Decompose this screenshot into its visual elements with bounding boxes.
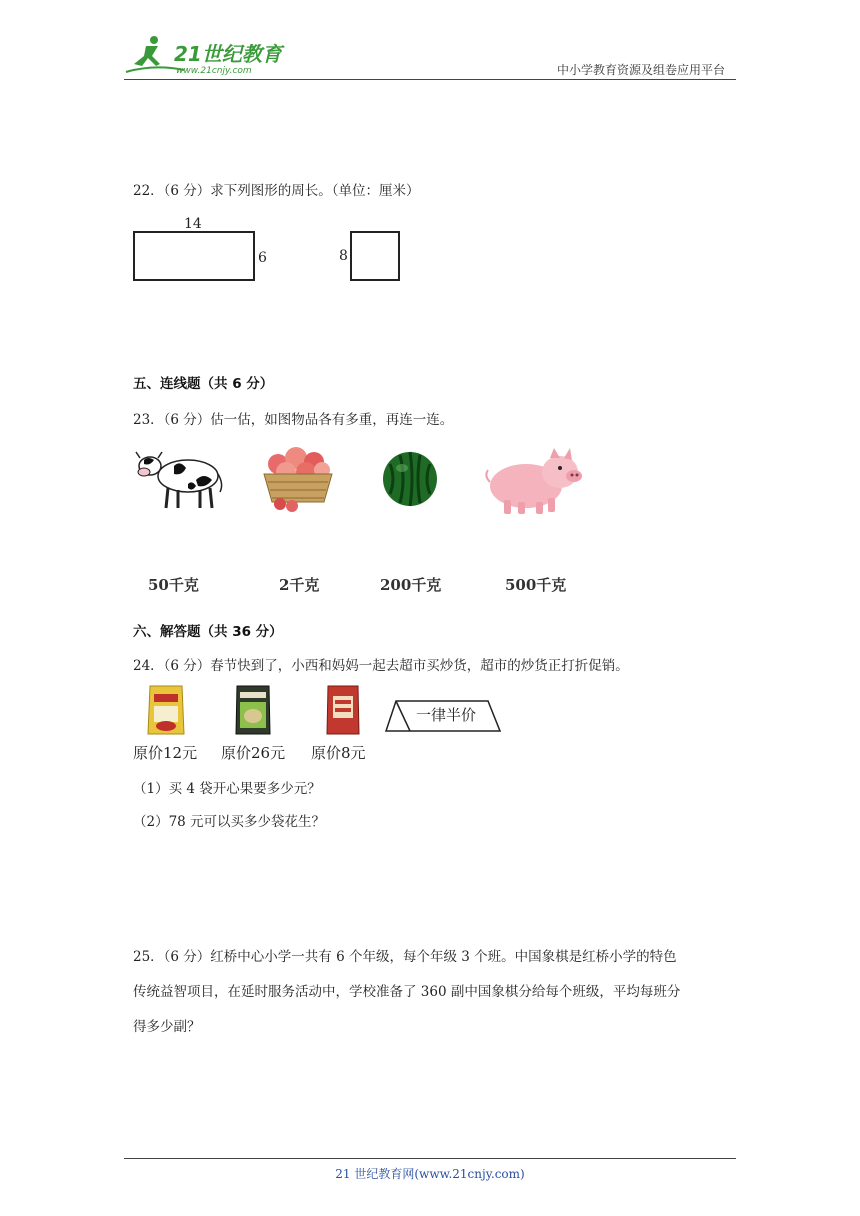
rectangle-shape	[134, 232, 254, 280]
peanut-bag-icon	[234, 684, 272, 736]
question-24: 24．（6 分）春节快到了，小西和妈妈一起去超市买炒货，超市的炒货正打折促销。	[133, 658, 629, 674]
header-platform-text: 中小学教育资源及组卷应用平台	[556, 63, 725, 77]
watermelon-icon	[380, 450, 440, 508]
question-25-line-3: 得多少副？	[133, 1019, 201, 1035]
cow-icon	[130, 440, 226, 512]
weight-option-2: 2千克	[279, 576, 320, 594]
weight-option-4: 500千克	[505, 576, 567, 594]
logo-url: www.21cnjy.com	[176, 66, 252, 76]
site-logo	[124, 34, 294, 80]
question-25-line-2: 传统益智项目，在延时服务活动中，学校准备了 360 副中国象棋分给每个班级，平均每班分	[133, 984, 681, 1000]
square-shape	[351, 232, 399, 280]
rect-width-label: 14	[184, 216, 202, 232]
half-price-text: 一律半价	[416, 706, 477, 724]
header-divider	[124, 79, 736, 80]
footer-divider	[124, 1158, 736, 1159]
pistachio-bag-icon	[146, 684, 186, 736]
sunflower-seed-bag-icon	[325, 684, 361, 736]
logo-text: 21世纪教育	[174, 42, 282, 66]
weight-option-1: 50千克	[148, 576, 199, 594]
section-6-title: 六、解答题（共 36 分）	[133, 624, 283, 640]
square-side-label: 8	[339, 248, 348, 264]
question-24-part-2: （2）78 元可以买多少袋花生？	[133, 814, 326, 830]
price-label-1: 原价12元	[133, 744, 198, 762]
price-label-2: 原价26元	[221, 744, 286, 762]
perimeter-figures	[128, 212, 418, 288]
question-24-part-1: （1）买 4 袋开心果要多少元？	[133, 781, 321, 797]
weight-option-3: 200千克	[380, 576, 442, 594]
question-23: 23．（6 分）估一估，如图物品各有多重，再连一连。	[133, 412, 454, 428]
footer-link[interactable]: 21 世纪教育网(www.21cnjy.com)	[335, 1167, 525, 1181]
pig-icon	[480, 440, 584, 520]
price-label-3: 原价8元	[311, 744, 366, 762]
question-25-line-1: 25．（6 分）红桥中心小学一共有 6 个年级，每个年级 3 个班。中国象棋是红桥小学的特色	[133, 949, 677, 965]
section-5-title: 五、连线题（共 6 分）	[133, 376, 274, 392]
apple-basket-icon	[258, 440, 338, 512]
rect-height-label: 6	[258, 250, 267, 266]
question-22: 22．（6 分）求下列图形的周长。（单位：厘米）	[133, 183, 420, 199]
